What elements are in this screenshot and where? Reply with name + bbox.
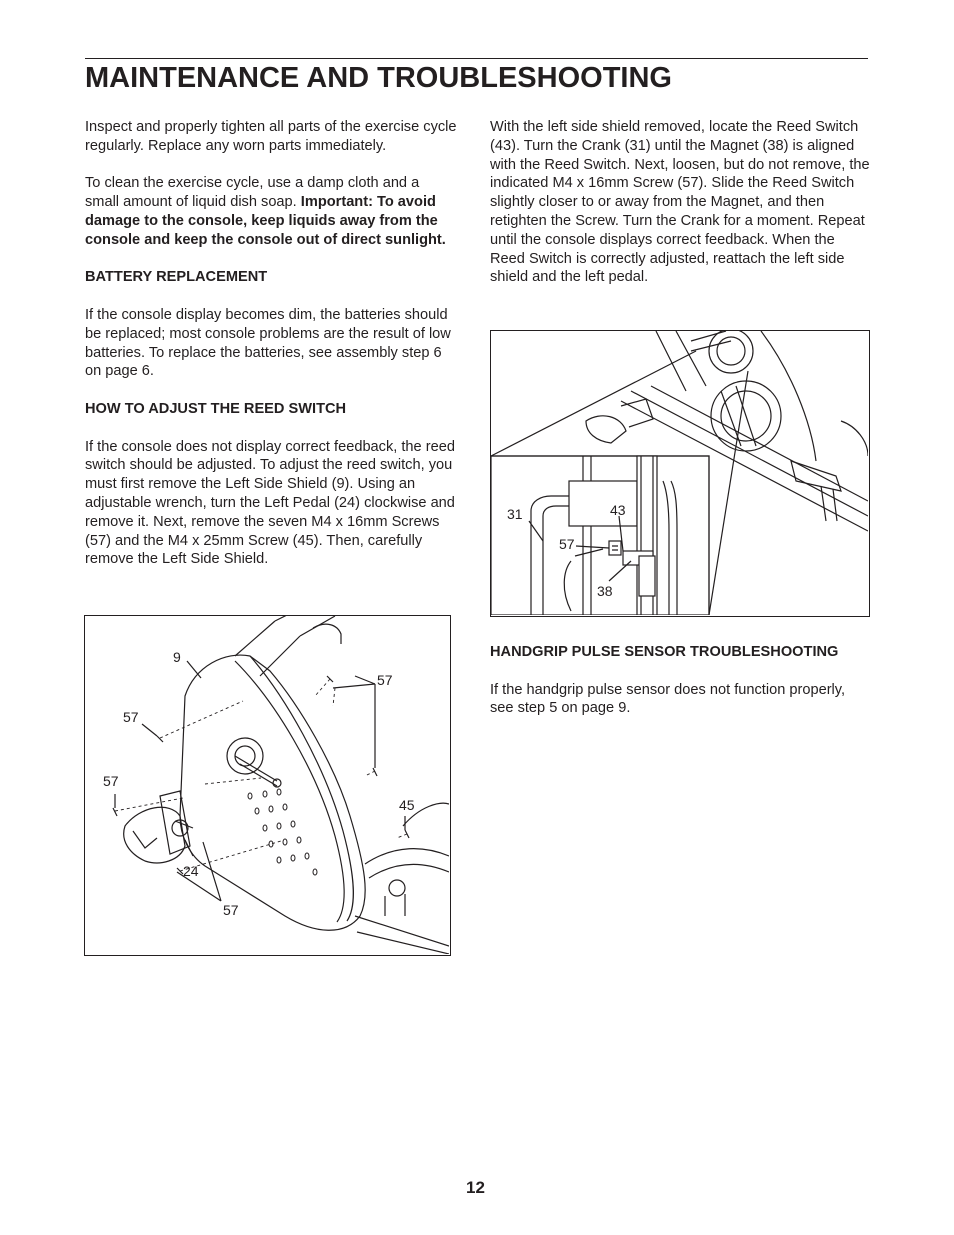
cleaning-paragraph	[85, 174, 457, 249]
pulse-sensor-section	[490, 643, 872, 718]
callout-57-top: 57	[377, 672, 393, 688]
reed-switch-figure	[490, 330, 870, 617]
callout-45: 45	[399, 797, 415, 813]
reed-switch-paragraph: If the console does not display correct feedback, the reed switch should be adjusted. To adjust the reed switch, you must first remove the Left Side Shield (9). Using an adjustable wrench, turn the Left Pedal (24) clockwise and remove it. Next, remove the seven M4 x 16mm Screws (57) and the M4 x 25mm Screw (45). Then, carefully remove the Left Side Shield.	[85, 438, 455, 568]
reed-switch-continued-paragraph: With the left side shield removed, locate the Reed Switch (43). Turn the Crank (31) until the Magnet (38) is aligned with the Reed Switch. Next, loosen, but do not remove, the indicated M4 x 16mm Screw (57). Slide the Reed Switch slightly closer to or away from the Magnet, and then retighten the Screw. Turn the Crank for a moment. Repeat until the console displays correct feedback. When the Reed Switch is correctly adjusted, reattach the left side shield and the left pedal.	[490, 119, 870, 286]
callout-43: 43	[610, 502, 626, 518]
battery-heading: BATTERY REPLACEMENT	[85, 269, 268, 286]
reed-switch-heading: HOW TO ADJUST THE REED SWITCH	[85, 400, 347, 417]
right-column	[490, 118, 872, 306]
callout-57-left: 57	[123, 709, 139, 725]
callout-31: 31	[507, 506, 523, 522]
battery-paragraph: If the console display becomes dim, the batteries should be replaced; most console problems are the result of low batteries. To replace the batteries, see assembly step 6 on page 6.	[85, 306, 451, 380]
page-title: MAINTENANCE AND TROUBLESHOOTING	[85, 62, 672, 94]
cleaning-important: Important: To avoid damage to the console, keep liquids away from the console and keep the console out of direct sunlight.	[85, 194, 446, 248]
page-number: 12	[466, 1178, 485, 1197]
pulse-sensor-paragraph: If the handgrip pulse sensor does not function properly, see step 5 on page 9.	[490, 681, 846, 717]
left-column	[85, 118, 457, 588]
cleaning-text: To clean the exercise cycle, use a damp cloth and a small amount of liquid dish soap.	[85, 175, 420, 211]
pulse-sensor-heading: HANDGRIP PULSE SENSOR TROUBLESHOOTING	[490, 644, 839, 660]
intro-paragraph: Inspect and properly tighten all parts of the exercise cycle regularly. Replace any worn parts immediately.	[85, 119, 457, 154]
reed-switch-illustration	[491, 331, 868, 615]
callout-57-bottom: 57	[223, 902, 239, 918]
callout-57-far-left: 57	[103, 773, 119, 789]
side-shield-figure	[84, 615, 451, 956]
callout-9: 9	[173, 649, 181, 665]
header-rule	[85, 58, 868, 59]
side-shield-illustration	[85, 616, 449, 954]
callout-38: 38	[597, 583, 613, 599]
callout-57: 57	[559, 536, 575, 552]
callout-24: 24	[183, 863, 199, 879]
